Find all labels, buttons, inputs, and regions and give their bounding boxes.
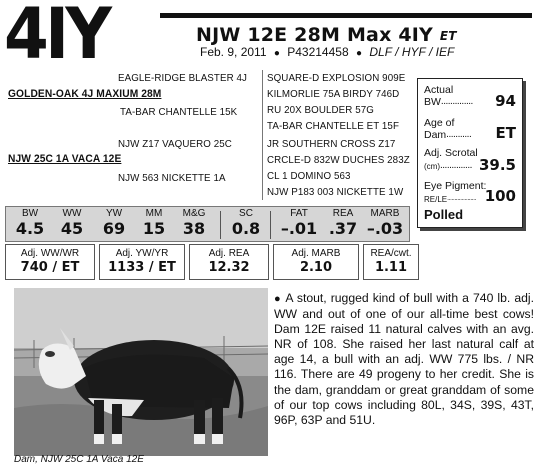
epd-mg: M&G 38 (182, 208, 206, 238)
eye-pigment-value: 100 (484, 187, 516, 205)
great-grandparent: CRCLE-D 832W DUCHES 283Z (267, 154, 410, 166)
adj-marb: Adj. MARB 2.10 (273, 244, 359, 280)
age-of-dam-value: ET (495, 124, 516, 142)
animal-name (196, 24, 457, 46)
age-of-dam-label: Age of (424, 117, 455, 129)
dam-photo (14, 288, 268, 456)
dam-dam: NJW 563 NICKETTE 1A (118, 172, 226, 184)
epd-yw: YW 69 (102, 208, 126, 238)
scrotal-label: Adj. Scrotal (424, 147, 478, 159)
epd-rea: REA .37 (328, 208, 358, 238)
epd-bw: BW 4.5 (15, 208, 45, 238)
eye-pigment-sub: RE/LE .................... (424, 195, 477, 204)
animal-name-text: NJW 12E 28M Max 4IY (196, 24, 433, 46)
adj-yw-yr: Adj. YW/YR 1133 / ET (99, 244, 185, 280)
birth-reg-line (200, 45, 454, 59)
lot-number: 4IY (4, 0, 109, 75)
epd-bar (5, 206, 410, 242)
bullet-icon: ● (355, 48, 363, 59)
birth-date: Feb. 9, 2011 (200, 45, 267, 59)
sire-dam: TA-BAR CHANTELLE 15K (120, 106, 238, 118)
adj-ww-wr: Adj. WW/WR 740 / ET (5, 244, 95, 280)
performance-box (417, 78, 523, 228)
title-rule (160, 13, 532, 18)
bullet-icon: ● (274, 293, 282, 305)
epd-mm: MM 15 (142, 208, 166, 238)
adj-rea: Adj. REA 12.32 (189, 244, 269, 280)
registration-number: P43214458 (287, 45, 349, 59)
rea-cwt: REA/cwt. 1.11 (363, 244, 419, 280)
great-grandparent: TA-BAR CHANTELLE ET 15F (267, 120, 400, 132)
description-text: A stout, rugged kind of bull with a 740 lb. adj. WW and out of one of our all-time best cows! Dam 12E raised 11 natural calves with an avg. NR of 108. She raised her last natural calf at age 14, a bull with an adj. WW 775 lbs. / NR 116. There are 49 progeny to her credit. She is the dam, granddam or great granddam of some of our top cows including 80L, 34S, 39S, 43T, 96P, 63P and 51U. (274, 291, 534, 427)
actual-bw-value: 94 (495, 92, 516, 110)
dam: NJW 25C 1A VACA 12E (8, 153, 122, 165)
et-suffix: ET (439, 29, 457, 43)
scrotal-unit: (cm) .............. (424, 160, 472, 171)
pedigree-divider (262, 70, 263, 200)
epd-divider (220, 211, 221, 239)
great-grandparent: KILMORLIE 75A BIRDY 746D (267, 88, 400, 100)
epd-fat: FAT –.01 (280, 208, 318, 238)
great-grandparent: NJW P183 003 NICKETTE 1W (267, 186, 404, 198)
great-grandparent: JR SOUTHERN CROSS Z17 (267, 138, 396, 150)
eye-pigment-label: Eye Pigment: (424, 180, 487, 192)
sire: GOLDEN-OAK 4J MAXIUM 28M (8, 88, 162, 100)
epd-ww: WW 45 (60, 208, 84, 238)
genetic-codes: DLF / HYF / IEF (369, 45, 455, 59)
epd-divider (270, 211, 271, 239)
great-grandparent: RU 20X BOULDER 57G (267, 104, 374, 116)
scrotal-value: 39.5 (478, 156, 516, 174)
actual-bw-label-2: BW .............. (424, 96, 473, 108)
epd-sc: SC 0.8 (231, 208, 261, 238)
epd-marb: MARB –.03 (366, 208, 404, 238)
cow-photo-illustration (14, 288, 268, 456)
photo-caption: Dam, NJW 25C 1A Vaca 12E (14, 454, 144, 465)
actual-bw-label: Actual (424, 84, 454, 96)
great-grandparent: CL 1 DOMINO 563 (267, 170, 351, 182)
adjusted-values-row (5, 244, 420, 280)
description (274, 291, 534, 428)
polled-label: Polled (424, 207, 464, 222)
sire-sire: EAGLE-RIDGE BLASTER 4J (118, 72, 248, 84)
bullet-icon: ● (273, 48, 280, 59)
great-grandparent: SQUARE-D EXPLOSION 909E (267, 72, 406, 84)
age-of-dam-label-2: Dam ........... (424, 129, 472, 141)
dam-sire: NJW Z17 VAQUERO 25C (118, 138, 232, 150)
